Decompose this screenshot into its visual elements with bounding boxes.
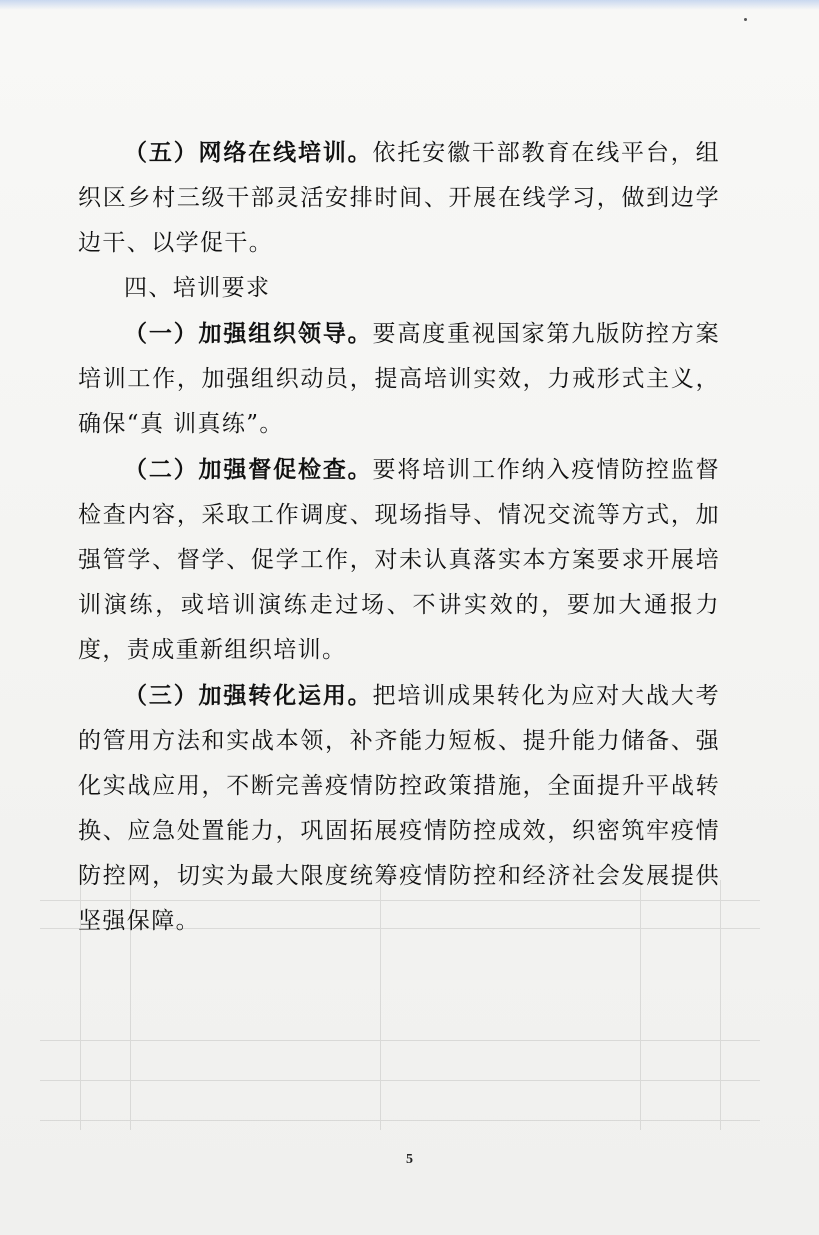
paragraph-organizational-leadership [78,311,720,447]
paragraph-online-training [78,130,720,266]
ghost-row-line [40,1040,760,1041]
page-number: 5 [406,1152,413,1167]
document-body [78,130,720,944]
section-heading-text: 四、培训要求 [124,275,271,301]
ghost-row-line [40,1120,760,1121]
paragraph-text: 要高度重视国家第九版防控方案培训工作，加强组织动员，提高培训实效，力戒形式主义，确保“真 训真练”。 [78,321,721,437]
paragraph-text: 把培训成果转化为应对大战大考的管用方法和实战本领，补齐能力短板、提升能力储备、强化实战应用，不断完善疫情防控政策措施，全面提升平战转换、应急处置能力，巩固拓展疫情防控成效，织密筑牢疫情防控网，切实为最大限度统筹疫情防控和经济社会发展提供坚强保障。 [78,683,721,934]
scan-top-edge [0,0,819,10]
paragraph-lead: （五）网络在线培训。 [124,139,373,166]
paragraph-text: 依托安徽干部教育在线平台，组织区乡村三级干部灵活安排时间、开展在线学习，做到边学边干、以学促干。 [78,140,721,256]
paragraph-lead: （一）加强组织领导。 [124,320,373,347]
paragraph-lead: （二）加强督促检查。 [124,456,373,483]
ghost-row-line [40,1080,760,1081]
paragraph-transformation-application [78,673,720,944]
paragraph-text: 要将培训工作纳入疫情防控监督检查内容，采取工作调度、现场指导、情况交流等方式，加强管学、督学、促学工作，对未认真落实本方案要求开展培训演练，或培训演练走过场、不讲实效的，要加大通报力度，责成重新组织培训。 [78,457,721,663]
paragraph-lead: （三）加强转化运用。 [124,682,373,709]
scan-speck [744,18,747,21]
paragraph-supervision-inspection [78,447,720,673]
section-heading-training-requirements [78,266,720,311]
ghost-col-line [720,880,721,1130]
